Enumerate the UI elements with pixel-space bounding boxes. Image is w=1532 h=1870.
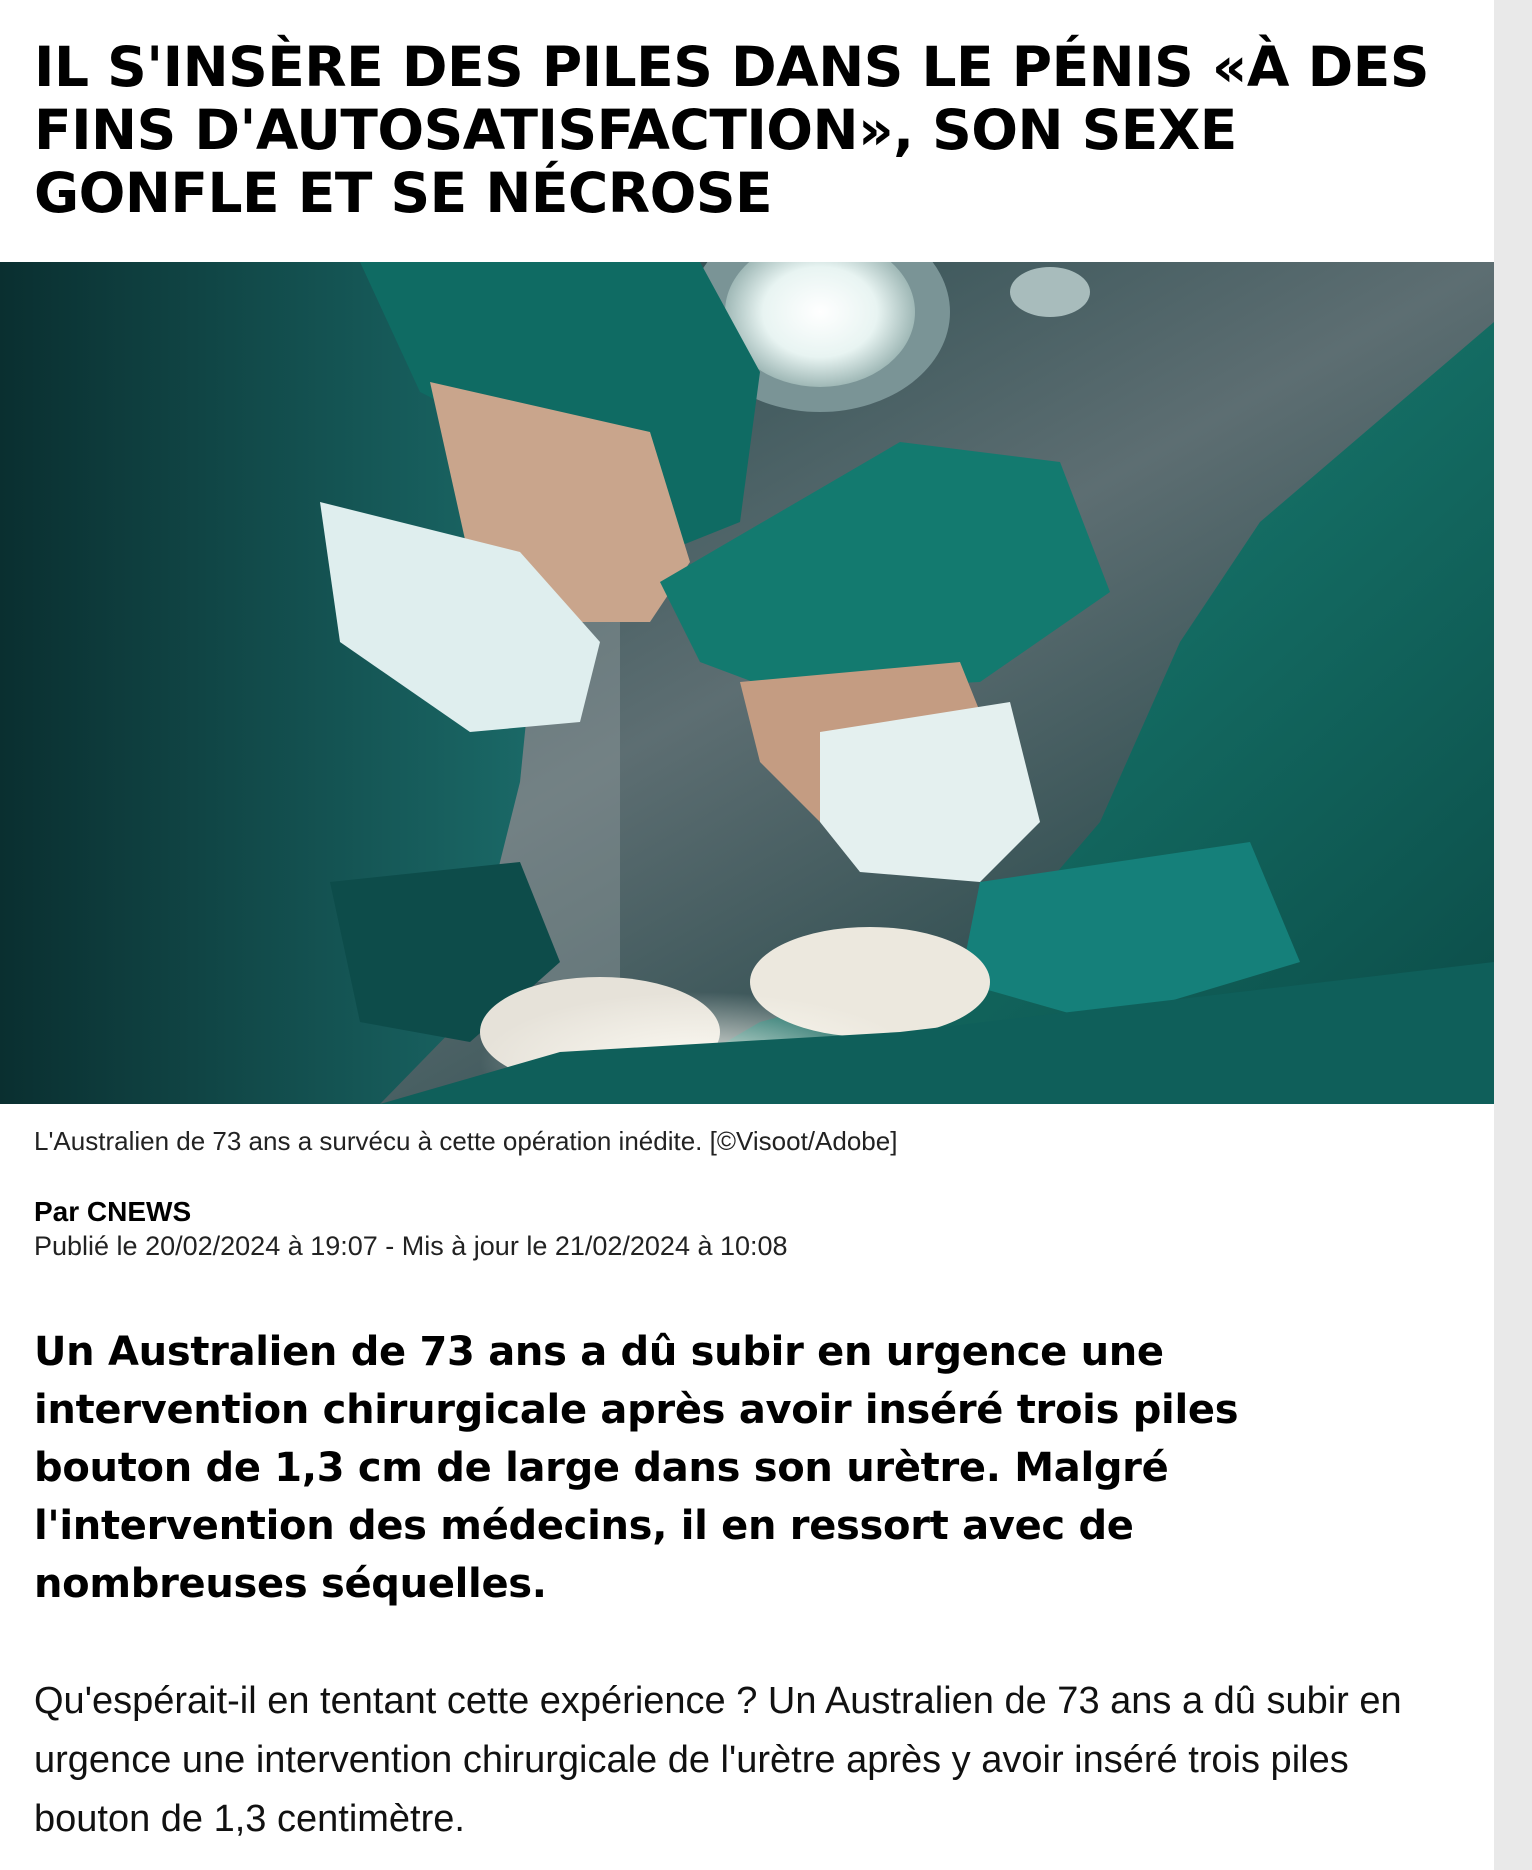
article-headline: IL S'INSÈRE DES PILES DANS LE PÉNIS «À DES FINS D'AUTOSATISFACTION», SON SEXE GONFLE ET SE NÉCROSE (34, 35, 1429, 225)
hero-image (0, 262, 1494, 1104)
scrollbar-track[interactable] (1494, 0, 1532, 1870)
author-byline[interactable]: Par CNEWS (34, 1196, 192, 1227)
image-caption: L'Australien de 73 ans a survécu à cette opération inédite. [©Visoot/Adobe] (34, 1126, 898, 1156)
article-lede: Un Australien de 73 ans a dû subir en urgence une intervention chirurgicale après avoir inséré trois piles bouton de 1,3 cm de large dans son urètre. Malgré l'intervention des médecins, il en ressort avec de nombreuses séquelles. (34, 1329, 1239, 1607)
publication-dates: Publié le 20/02/2024 à 19:07 - Mis à jour le 21/02/2024 à 10:08 (34, 1231, 788, 1261)
surgeons-photo (0, 262, 1494, 1104)
article-body-paragraph: Qu'espérait-il en tentant cette expérience ? Un Australien de 73 ans a dû subir en urgence une intervention chirurgicale de l'urètre après y avoir inséré trois piles bouton de 1,3 centimètre. (34, 1680, 1402, 1840)
